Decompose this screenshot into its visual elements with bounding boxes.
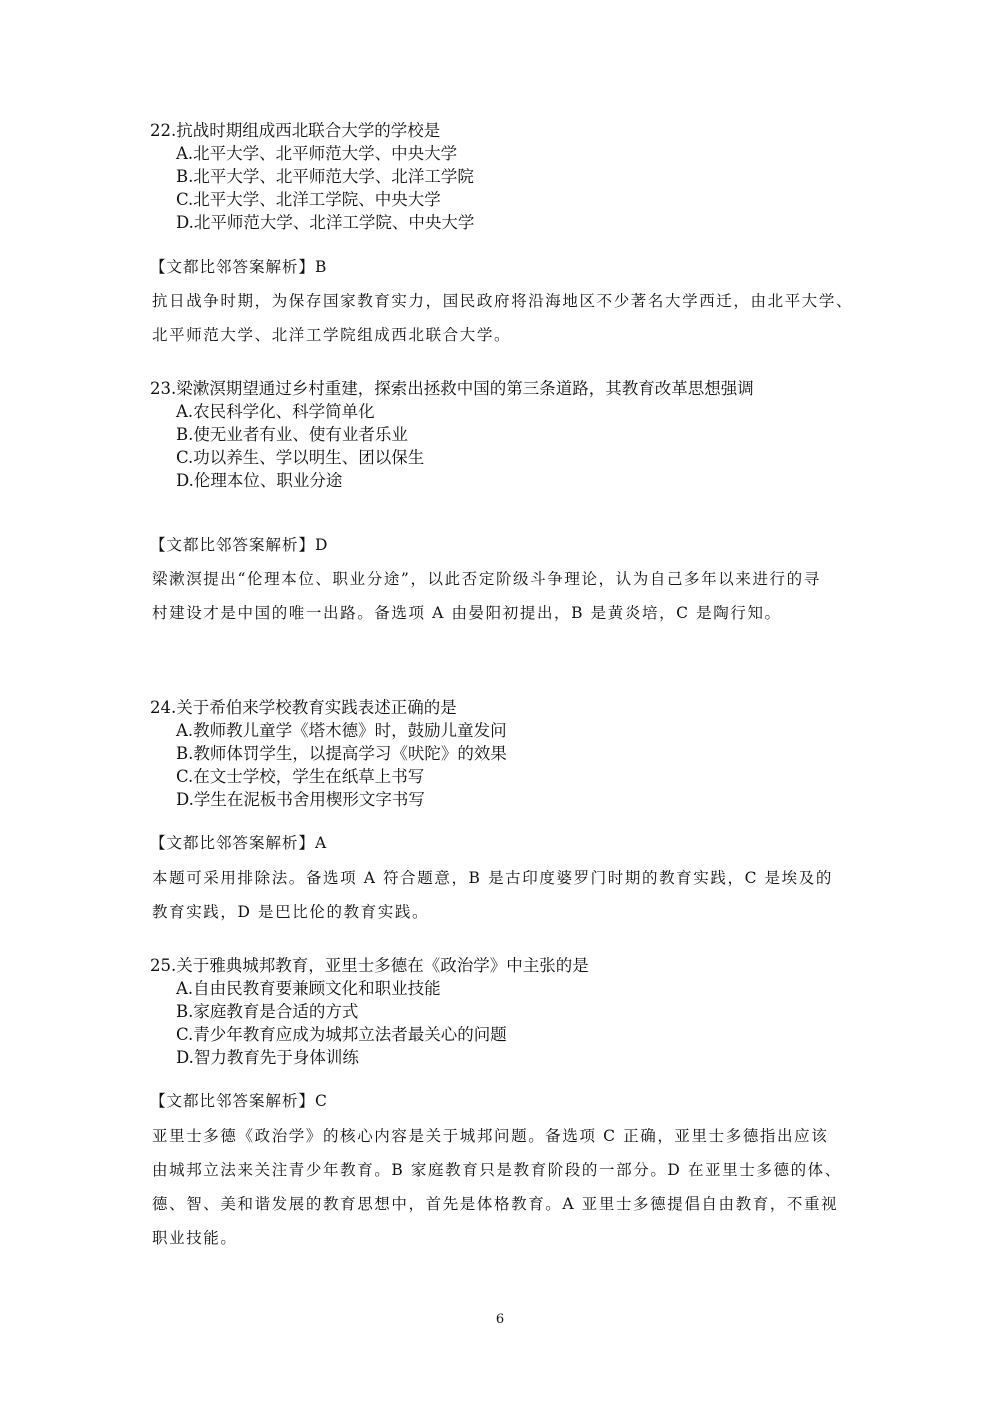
explanation-line: 北平师范大学、北洋工学院组成西北联合大学。 [152,326,512,344]
option-c: C.北平大学、北洋工学院、中央大学 [176,190,441,209]
option-d: D.北平师范大学、北洋工学院、中央大学 [176,213,475,232]
question-stem: 25.关于雅典城邦教育，亚里士多德在《政治学》中主张的是 [150,956,589,975]
answer-heading: 【文都比邻答案解析】C [150,1092,328,1110]
explanation-line: 德、智、美和谐发展的教育思想中，首先是体格教育。A 亚里士多德提倡自由教育，不重视 [152,1195,839,1213]
page-number: 6 [495,1312,505,1327]
option-c: C.功以养生、学以明生、团以保生 [176,448,425,467]
explanation-line: 村建设才是中国的唯一出路。备选项 A 由晏阳初提出，B 是黄炎培，C 是陶行知。 [152,604,782,622]
option-d: D.智力教育先于身体训练 [176,1048,359,1067]
question-stem: 22.抗战时期组成西北联合大学的学校是 [150,121,441,140]
option-a: A.教师教儿童学《塔木德》时，鼓励儿童发问 [176,721,507,740]
explanation-line: 由城邦立法来关注青少年教育。B 家庭教育只是教育阶段的一部分。D 在亚里士多德的体、 [152,1161,842,1179]
answer-heading: 【文都比邻答案解析】A [150,834,328,852]
option-b: B.北平大学、北平师范大学、北洋工学院 [176,167,474,186]
option-b: B.教师体罚学生，以提高学习《吠陀》的效果 [176,744,507,763]
option-b: B.家庭教育是合适的方式 [176,1002,359,1021]
answer-heading: 【文都比邻答案解析】B [150,258,328,276]
option-b: B.使无业者有业、使有业者乐业 [176,425,408,444]
explanation-line: 亚里士多德《政治学》的核心内容是关于城邦问题。备选项 C 正确，亚里士多德指出应该 [152,1127,829,1145]
option-d: D.伦理本位、职业分途 [176,471,343,490]
option-c: C.青少年教育应成为城邦立法者最关心的问题 [176,1025,507,1044]
option-a: A.自由民教育要兼顾文化和职业技能 [176,979,441,998]
question-stem: 23.梁漱溟期望通过乡村重建，探索出拯救中国的第三条道路，其教育改革思想强调 [150,379,754,398]
explanation-line: 抗日战争时期，为保存国家教育实力，国民政府将沿海地区不少著名大学西迁，由北平大学、 [152,292,854,310]
explanation-line: 教育实践，D 是巴比伦的教育实践。 [152,903,430,921]
answer-heading: 【文都比邻答案解析】D [150,536,329,554]
option-a: A.北平大学、北平师范大学、中央大学 [176,144,458,163]
explanation-line: 梁漱溟提出“伦理本位、职业分途”，以此否定阶级斗争理论，认为自己多年以来进行的寻 [152,570,821,588]
explanation-line: 本题可采用排除法。备选项 A 符合题意，B 是古印度婆罗门时期的教育实践，C 是埃及的 [152,869,833,887]
question-stem: 24.关于希伯来学校教育实践表述正确的是 [150,698,457,717]
explanation-line: 职业技能。 [152,1229,238,1247]
option-d: D.学生在泥板书舍用楔形文字书写 [176,790,425,809]
option-c: C.在文士学校，学生在纸草上书写 [176,767,425,786]
option-a: A.农民科学化、科学简单化 [176,402,375,421]
